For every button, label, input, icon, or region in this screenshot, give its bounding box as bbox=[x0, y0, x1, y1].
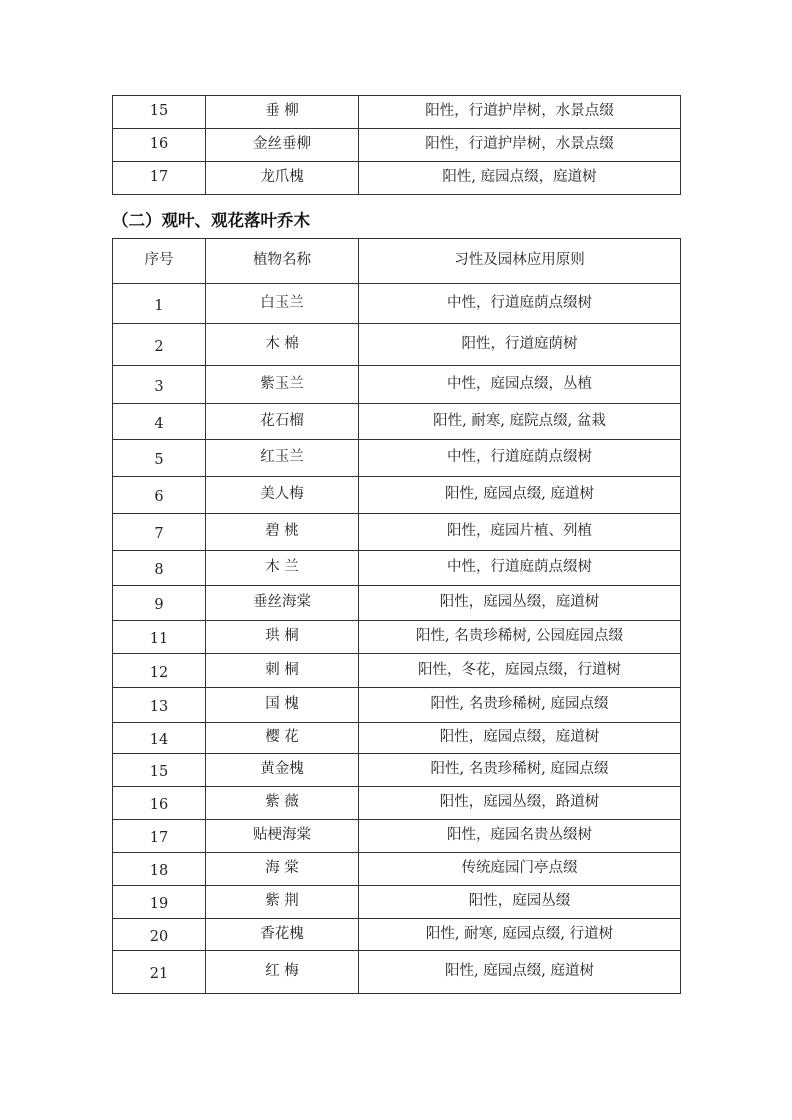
row-number: 15 bbox=[113, 754, 206, 787]
row-number: 7 bbox=[113, 514, 206, 551]
row-number: 9 bbox=[113, 586, 206, 621]
row-number: 2 bbox=[113, 324, 206, 366]
plant-table-body bbox=[113, 239, 681, 994]
row-number: 18 bbox=[113, 853, 206, 886]
habit-application: 阳性，庭园丛缀，庭道树 bbox=[359, 586, 681, 621]
plant-name: 黄金槐 bbox=[206, 754, 359, 787]
row-number: 4 bbox=[113, 404, 206, 440]
table-row bbox=[113, 129, 681, 162]
plant-name: 珙 桐 bbox=[206, 621, 359, 654]
table-row bbox=[113, 366, 681, 404]
section-heading: （二）观叶、观花落叶乔木 bbox=[112, 211, 310, 230]
habit-application: 阳性, 名贵珍稀树, 庭园点缀 bbox=[359, 688, 681, 723]
row-number: 8 bbox=[113, 551, 206, 586]
plant-name: 白玉兰 bbox=[206, 284, 359, 324]
row-number: 16 bbox=[113, 787, 206, 820]
plant-name: 贴梗海棠 bbox=[206, 820, 359, 853]
habit-application: 阳性, 名贵珍稀树, 庭园点缀 bbox=[359, 754, 681, 787]
header-number: 序号 bbox=[113, 239, 206, 284]
plant-name: 木 兰 bbox=[206, 551, 359, 586]
row-number: 1 bbox=[113, 284, 206, 324]
plant-name: 木 棉 bbox=[206, 324, 359, 366]
table-row bbox=[113, 621, 681, 654]
row-number: 11 bbox=[113, 621, 206, 654]
table-row bbox=[113, 551, 681, 586]
table-row bbox=[113, 787, 681, 820]
table-row bbox=[113, 162, 681, 195]
plant-name: 红玉兰 bbox=[206, 440, 359, 477]
habit-application: 阳性，行道护岸树，水景点缀 bbox=[359, 129, 681, 162]
table-header-row bbox=[113, 239, 681, 284]
row-number: 5 bbox=[113, 440, 206, 477]
table-row bbox=[113, 324, 681, 366]
table-row bbox=[113, 586, 681, 621]
plant-name: 紫 薇 bbox=[206, 787, 359, 820]
table-row bbox=[113, 820, 681, 853]
plant-name: 美人梅 bbox=[206, 477, 359, 514]
plant-name: 红 梅 bbox=[206, 951, 359, 994]
row-number: 13 bbox=[113, 688, 206, 723]
habit-application: 阳性，庭园丛缀，路道树 bbox=[359, 787, 681, 820]
plant-name: 紫玉兰 bbox=[206, 366, 359, 404]
table-row bbox=[113, 853, 681, 886]
table-row bbox=[113, 688, 681, 723]
habit-application: 阳性, 庭园点缀, 庭道树 bbox=[359, 951, 681, 994]
table-row bbox=[113, 96, 681, 129]
habit-application: 阳性, 耐寒, 庭园点缀, 行道树 bbox=[359, 919, 681, 951]
habit-application: 阳性，庭园丛缀 bbox=[359, 886, 681, 919]
plant-name: 国 槐 bbox=[206, 688, 359, 723]
plant-table bbox=[112, 238, 681, 994]
table-row bbox=[113, 477, 681, 514]
row-number: 17 bbox=[113, 820, 206, 853]
row-number: 6 bbox=[113, 477, 206, 514]
row-number: 19 bbox=[113, 886, 206, 919]
habit-application: 中性，行道庭荫点缀树 bbox=[359, 551, 681, 586]
habit-application: 中性，行道庭荫点缀树 bbox=[359, 284, 681, 324]
row-number: 16 bbox=[113, 129, 206, 162]
table-row bbox=[113, 440, 681, 477]
row-number: 20 bbox=[113, 919, 206, 951]
row-number: 14 bbox=[113, 723, 206, 754]
row-number: 21 bbox=[113, 951, 206, 994]
habit-application: 阳性，行道护岸树，水景点缀 bbox=[359, 96, 681, 129]
habit-application: 阳性，庭园点缀，庭道树 bbox=[359, 723, 681, 754]
plant-name: 刺 桐 bbox=[206, 654, 359, 688]
row-number: 12 bbox=[113, 654, 206, 688]
plant-name: 紫 荆 bbox=[206, 886, 359, 919]
plant-name: 龙爪槐 bbox=[206, 162, 359, 195]
row-number: 3 bbox=[113, 366, 206, 404]
table-row bbox=[113, 723, 681, 754]
plant-name: 碧 桃 bbox=[206, 514, 359, 551]
table-row bbox=[113, 404, 681, 440]
row-number: 17 bbox=[113, 162, 206, 195]
table-row bbox=[113, 919, 681, 951]
row-number: 15 bbox=[113, 96, 206, 129]
plant-table-continued bbox=[112, 95, 681, 195]
habit-application: 阳性，庭园片植、列植 bbox=[359, 514, 681, 551]
plant-name: 花石榴 bbox=[206, 404, 359, 440]
habit-application: 阳性, 庭园点缀, 庭道树 bbox=[359, 477, 681, 514]
plant-name: 樱 花 bbox=[206, 723, 359, 754]
header-plant-name: 植物名称 bbox=[206, 239, 359, 284]
plant-table-continued-body bbox=[113, 96, 681, 195]
habit-application: 中性，庭园点缀，丛植 bbox=[359, 366, 681, 404]
table-row bbox=[113, 514, 681, 551]
plant-name: 海 棠 bbox=[206, 853, 359, 886]
habit-application: 传统庭园门亭点缀 bbox=[359, 853, 681, 886]
table-row bbox=[113, 951, 681, 994]
plant-name: 垂丝海棠 bbox=[206, 586, 359, 621]
habit-application: 阳性, 庭园点缀，庭道树 bbox=[359, 162, 681, 195]
habit-application: 阳性, 名贵珍稀树, 公园庭园点缀 bbox=[359, 621, 681, 654]
habit-application: 阳性, 耐寒, 庭院点缀, 盆栽 bbox=[359, 404, 681, 440]
table-row bbox=[113, 754, 681, 787]
table-row bbox=[113, 654, 681, 688]
table-row bbox=[113, 284, 681, 324]
header-habit-application: 习性及园林应用原则 bbox=[359, 239, 681, 284]
habit-application: 阳性，冬花，庭园点缀，行道树 bbox=[359, 654, 681, 688]
table-row bbox=[113, 886, 681, 919]
plant-name: 垂 柳 bbox=[206, 96, 359, 129]
plant-name: 金丝垂柳 bbox=[206, 129, 359, 162]
habit-application: 阳性，庭园名贵丛缀树 bbox=[359, 820, 681, 853]
habit-application: 中性，行道庭荫点缀树 bbox=[359, 440, 681, 477]
plant-name: 香花槐 bbox=[206, 919, 359, 951]
habit-application: 阳性，行道庭荫树 bbox=[359, 324, 681, 366]
